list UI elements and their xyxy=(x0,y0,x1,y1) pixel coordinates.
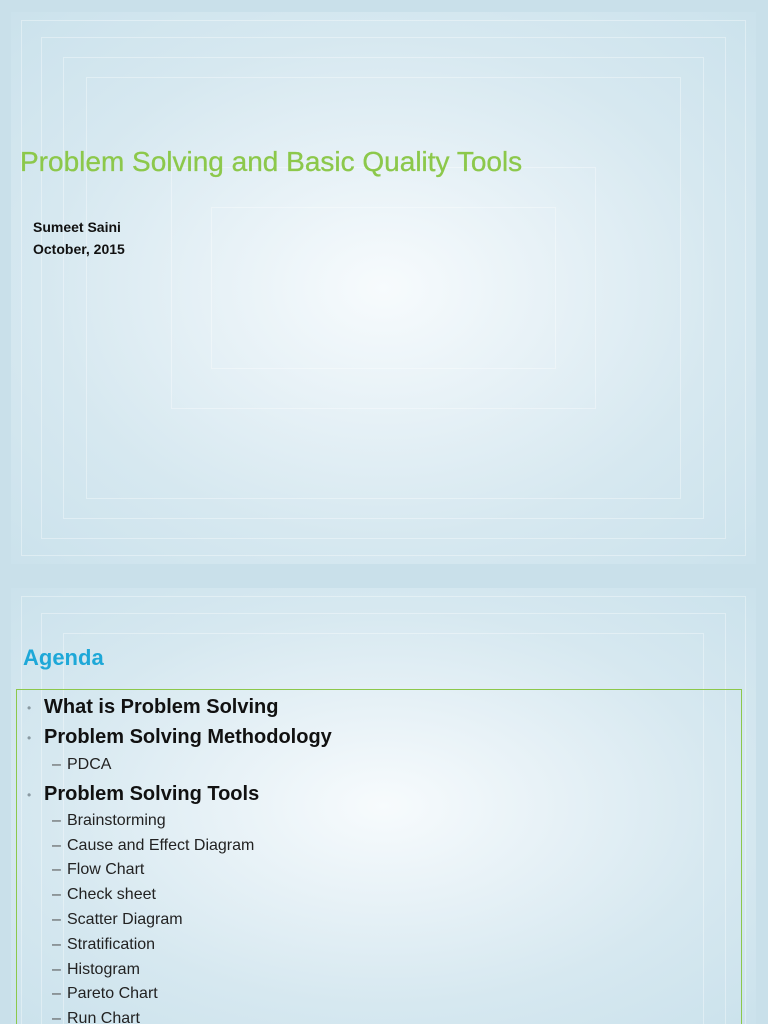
bullet-dot-icon: • xyxy=(27,731,32,745)
decorative-frame xyxy=(21,20,746,556)
agenda-slide xyxy=(11,588,756,1024)
presentation-date: October, 2015 xyxy=(33,241,125,257)
slide-subtitle xyxy=(33,216,125,260)
decorative-frame xyxy=(63,57,704,519)
agenda-heading: Agenda xyxy=(23,645,104,670)
dash-icon: – xyxy=(52,861,61,878)
decorative-frame xyxy=(41,37,726,539)
bullet-dot-icon: • xyxy=(27,788,32,802)
dash-icon: – xyxy=(52,911,61,928)
dash-icon: – xyxy=(52,756,61,773)
decorative-frame xyxy=(171,167,596,409)
dash-icon: – xyxy=(52,837,61,854)
bullet-dot-icon: • xyxy=(27,701,32,715)
dash-icon: – xyxy=(52,961,61,978)
author-name: Sumeet Saini xyxy=(33,219,121,235)
dash-icon: – xyxy=(52,1010,61,1024)
agenda-content-box: • What is Problem Solving • Problem Solving Methodology – PDCA • Problem Solving Tools – Brainstorming – Cause and Effect Diagram – Flow Chart – Check sheet – Scatter Diagram – Stratification – Histogram – Pareto Chart – Run Chart xyxy=(16,689,742,1024)
decorative-frame xyxy=(211,207,556,369)
dash-icon: – xyxy=(52,886,61,903)
slide-title: Problem Solving and Basic Quality Tools xyxy=(20,146,523,177)
dash-icon: – xyxy=(52,812,61,829)
dash-icon: – xyxy=(52,985,61,1002)
dash-icon: – xyxy=(52,936,61,953)
decorative-frame xyxy=(86,77,681,499)
title-slide xyxy=(11,12,756,564)
